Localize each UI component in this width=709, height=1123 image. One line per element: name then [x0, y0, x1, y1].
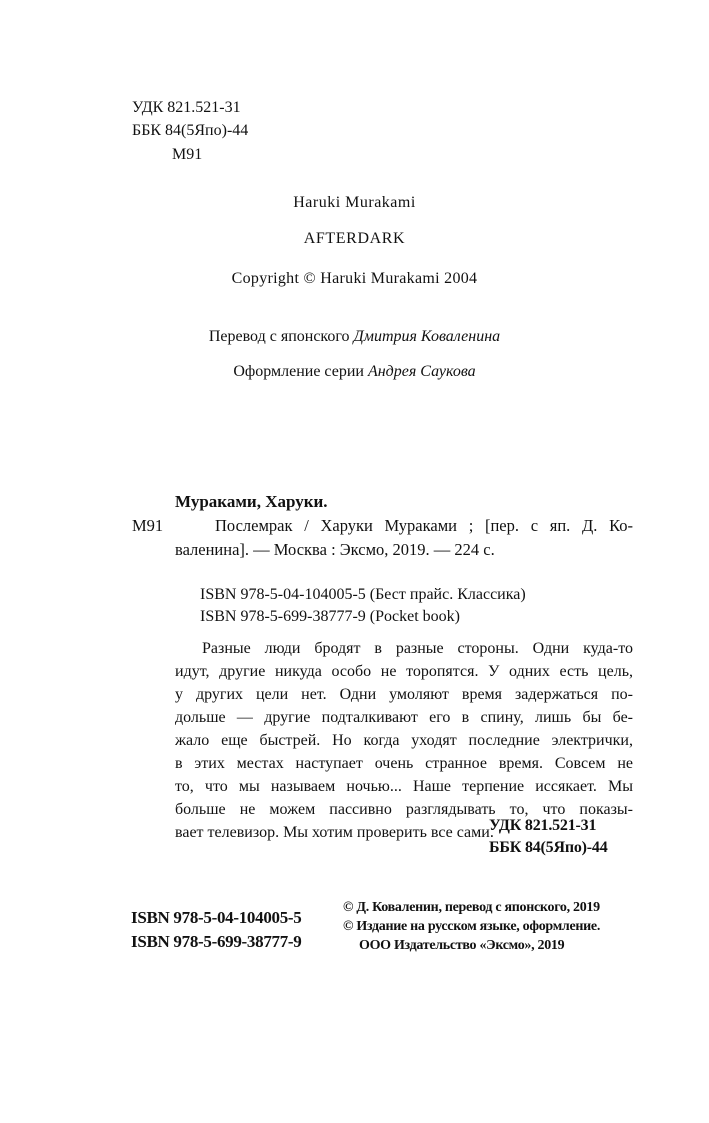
annotation-line: дольше — другие подталкивают его в спину, лишь бы бе-	[175, 709, 633, 726]
annotation-line: у других цели нет. Одни умоляют время задержаться по-	[175, 686, 633, 703]
annotation-line: вает телевизор. Мы хотим проверить все сами.	[175, 824, 494, 841]
design-prefix: Оформление серии	[233, 363, 368, 380]
annotation-line: жало еще быстрей. Но когда уходят последние электрички,	[175, 732, 633, 749]
designer-name: Андрея Саукова	[367, 363, 476, 380]
translator-name: Дмитрия Коваленина	[353, 328, 501, 345]
isbn-line: ISBN 978-5-699-38777-9 (Pocket book)	[200, 608, 460, 625]
bbk-code: ББК 84(5Япо)-44	[132, 122, 249, 139]
annotation-line: Разные люди бродят в разные стороны. Одни куда-то	[202, 640, 633, 657]
bibliography-heading: Мураками, Харуки.	[175, 492, 328, 511]
title-english: AFTERDARK	[303, 230, 406, 247]
footer-isbn: ISBN 978-5-699-38777-9	[131, 932, 302, 951]
translation-credit	[0, 327, 709, 347]
annotation-line: в этих местах наступает очень странное время. Совсем не	[175, 755, 633, 772]
footer-isbn: ISBN 978-5-04-104005-5	[131, 908, 302, 927]
udk-code: УДК 821.521-31	[132, 99, 241, 116]
bibliography-second-line-box	[175, 538, 633, 562]
footer-copyright-translation: © Д. Коваленин, перевод с японского, 2019	[343, 900, 600, 915]
copyright-line: Copyright © Haruki Murakami 2004	[231, 270, 478, 287]
bottom-udk-code: УДК 821.521-31	[489, 817, 597, 834]
annotation-line: то, что мы называем ночью... Наше терпение иссякает. Мы	[175, 778, 633, 795]
isbn-line: ISBN 978-5-04-104005-5 (Бест прайс. Классика)	[200, 586, 526, 603]
annotation-line: больше не можем пассивно разглядывать то, что показы-	[175, 801, 633, 818]
author-mark: М91	[172, 146, 203, 163]
author-name-english: Haruki Murakami	[293, 194, 416, 211]
bibliography-first-line-box	[215, 514, 633, 538]
footer-copyright-publisher: ООО Издательство «Эксмо», 2019	[359, 938, 565, 953]
footer-copyright-edition: © Издание на русском языке, оформление.	[343, 919, 601, 934]
annotation-paragraph	[175, 637, 633, 844]
bibliography-mark: М91	[132, 516, 164, 535]
design-credit	[0, 362, 709, 382]
bibliography-line: Послемрак / Харуки Мураками ; [пер. с яп. Д. Ко-	[215, 516, 633, 535]
annotation-line: идут, другие никуда особо не торопятся. У одних есть цель,	[175, 663, 633, 680]
translation-prefix: Перевод с японского	[208, 328, 354, 345]
bottom-bbk-code: ББК 84(5Япо)-44	[489, 839, 608, 856]
bibliography-line: валенина]. — Москва : Эксмо, 2019. — 224 с.	[175, 540, 495, 559]
